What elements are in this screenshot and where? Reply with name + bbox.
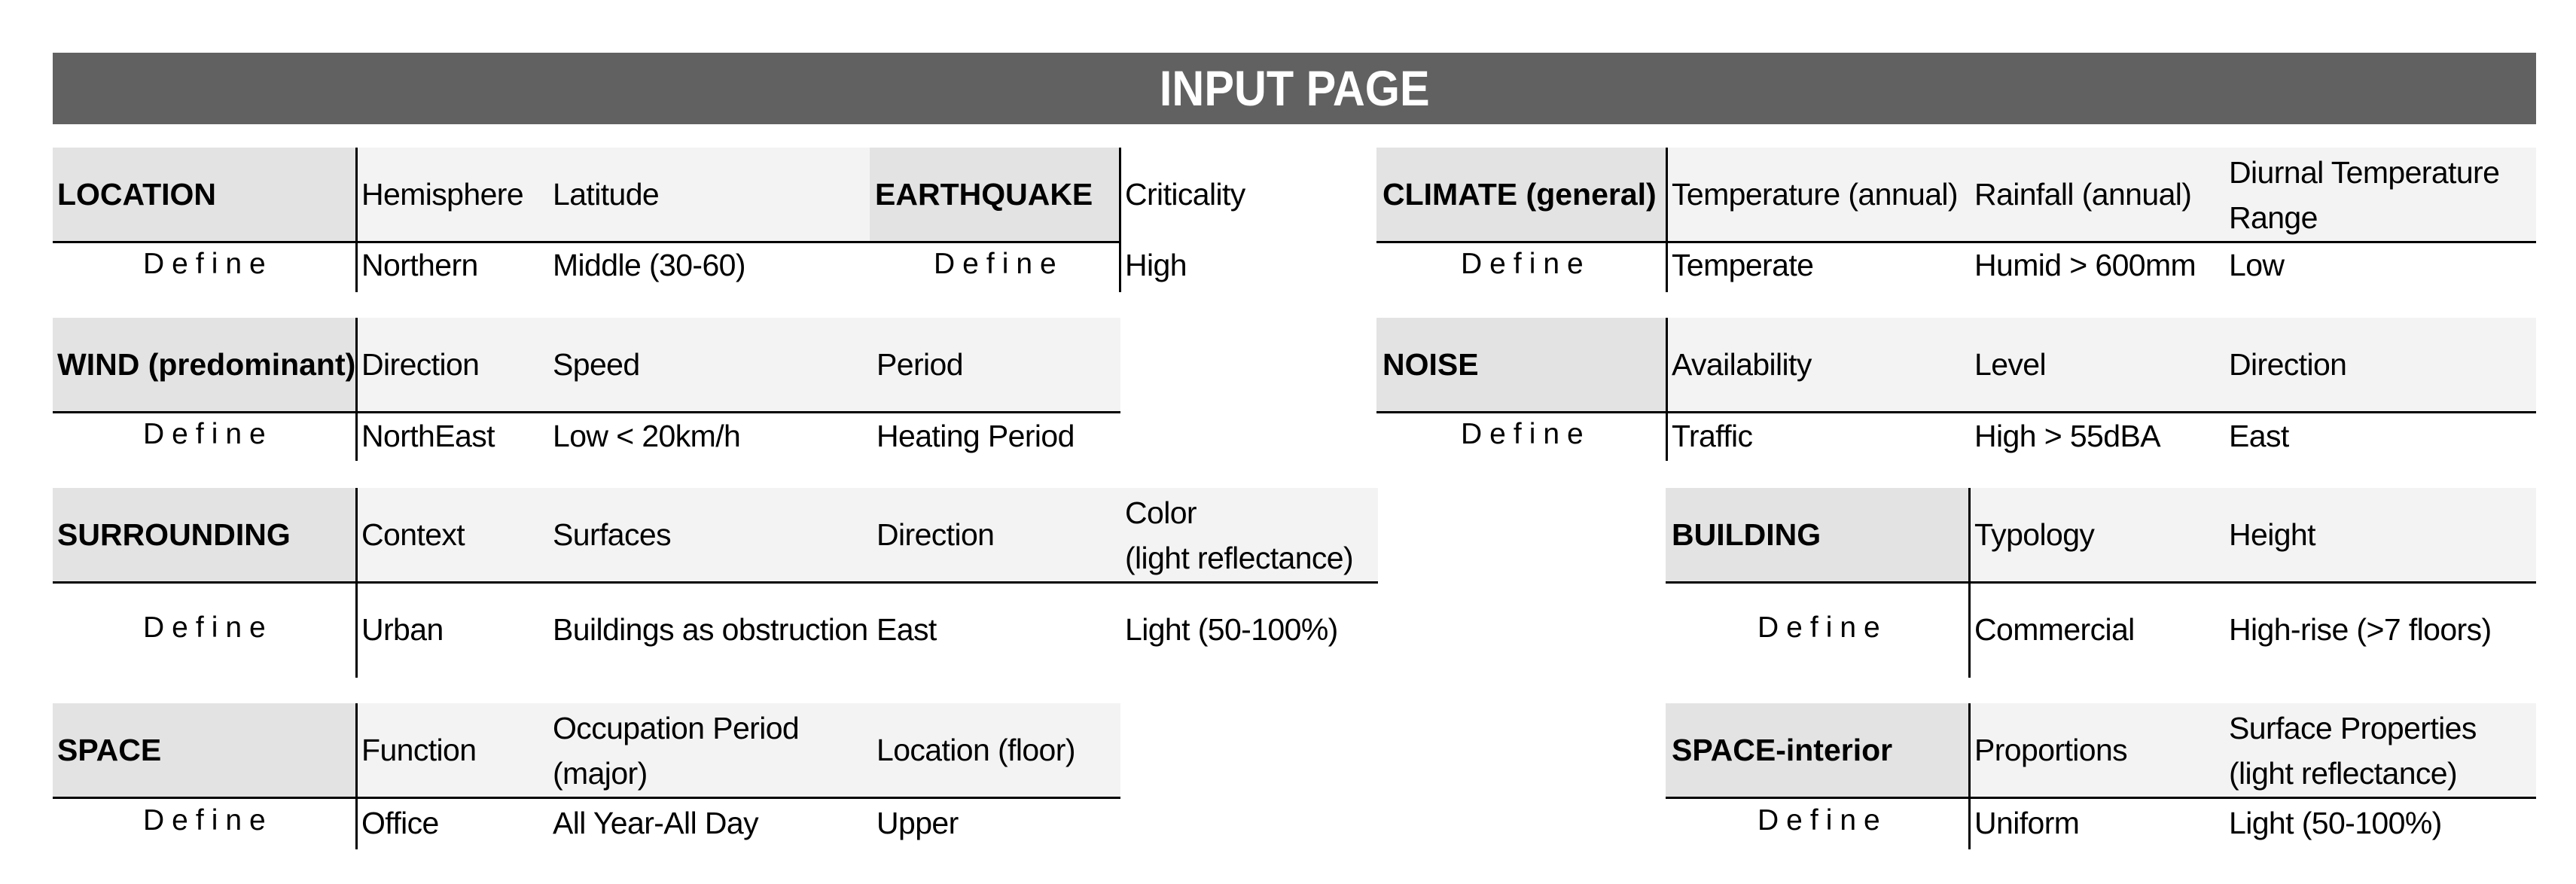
space-interior-define[interactable]: Define	[1757, 803, 1888, 837]
wind-divider	[355, 318, 358, 461]
climate-header-diurnal-line2: Range	[2229, 200, 2318, 236]
earthquake-define[interactable]: Define	[934, 247, 1064, 280]
space-header-occupation-line2: (major)	[553, 756, 648, 791]
building-define[interactable]: Define	[1757, 611, 1888, 644]
earthquake-value-criticality[interactable]: High	[1125, 248, 1187, 283]
space-value-occupation[interactable]: All Year-All Day	[553, 806, 758, 841]
space-header-location-floor: Location (floor)	[876, 733, 1075, 768]
space-interior-header-surface-line1: Surface Properties	[2229, 711, 2477, 746]
page-title: INPUT PAGE	[1159, 60, 1430, 116]
surrounding-header-direction: Direction	[876, 517, 995, 553]
space-define[interactable]: Define	[143, 803, 273, 837]
wind-value-period[interactable]: Heating Period	[876, 419, 1075, 454]
noise-header-band	[1376, 318, 2536, 413]
noise-value-level[interactable]: High > 55dBA	[1974, 419, 2160, 454]
wind-header-direction: Direction	[361, 347, 480, 383]
wind-header-period: Period	[876, 347, 963, 383]
location-divider	[355, 148, 358, 292]
earthquake-header-criticality: Criticality	[1125, 177, 1245, 212]
space-header-occupation-line1: Occupation Period	[553, 711, 800, 746]
location-header-hemisphere: Hemisphere	[361, 177, 524, 212]
space-interior-label: SPACE-interior	[1672, 733, 1893, 768]
climate-header-rainfall: Rainfall (annual)	[1974, 177, 2192, 212]
surrounding-define[interactable]: Define	[143, 611, 273, 644]
climate-value-temperature[interactable]: Temperate	[1672, 248, 1814, 283]
building-label: BUILDING	[1672, 517, 1821, 553]
space-value-location-floor[interactable]: Upper	[876, 806, 959, 841]
location-value-latitude[interactable]: Middle (30-60)	[553, 248, 745, 283]
noise-header-availability: Availability	[1672, 347, 1812, 383]
space-divider	[355, 703, 358, 849]
surrounding-value-direction[interactable]: East	[876, 612, 937, 648]
space-interior-value-surface[interactable]: Light (50-100%)	[2229, 806, 2442, 841]
noise-value-direction[interactable]: East	[2229, 419, 2289, 454]
location-value-hemisphere[interactable]: Northern	[361, 248, 478, 283]
noise-header-level: Level	[1974, 347, 2047, 383]
surrounding-value-color[interactable]: Light (50-100%)	[1125, 612, 1338, 648]
earthquake-divider	[1119, 148, 1121, 292]
space-value-function[interactable]: Office	[361, 806, 439, 841]
surrounding-value-context[interactable]: Urban	[361, 612, 444, 648]
climate-value-diurnal[interactable]: Low	[2229, 248, 2285, 283]
wind-value-speed[interactable]: Low < 20km/h	[553, 419, 741, 454]
space-label: SPACE	[57, 733, 162, 768]
building-header-height: Height	[2229, 517, 2315, 553]
climate-define[interactable]: Define	[1461, 247, 1591, 280]
wind-header-speed: Speed	[553, 347, 640, 383]
surrounding-header-surfaces: Surfaces	[553, 517, 671, 553]
surrounding-value-surfaces[interactable]: Buildings as obstruction	[553, 612, 868, 648]
climate-header-temperature: Temperature (annual)	[1672, 177, 1958, 212]
space-interior-divider	[1968, 703, 1971, 849]
surrounding-header-color-line2: (light reflectance)	[1125, 541, 1354, 576]
climate-label: CLIMATE (general)	[1383, 177, 1657, 212]
page-title-bar	[53, 53, 2536, 124]
space-interior-header-proportions: Proportions	[1974, 733, 2128, 768]
surrounding-divider	[355, 488, 358, 678]
space-header-function: Function	[361, 733, 477, 768]
noise-header-direction: Direction	[2229, 347, 2347, 383]
noise-divider	[1666, 318, 1668, 461]
surrounding-label: SURROUNDING	[57, 517, 291, 553]
building-header-typology: Typology	[1974, 517, 2095, 553]
wind-define[interactable]: Define	[143, 417, 273, 450]
climate-header-diurnal-line1: Diurnal Temperature	[2229, 155, 2500, 191]
noise-value-availability[interactable]: Traffic	[1672, 419, 1753, 454]
noise-define[interactable]: Define	[1461, 417, 1591, 450]
surrounding-header-context: Context	[361, 517, 465, 553]
location-header-latitude: Latitude	[553, 177, 660, 212]
wind-value-direction[interactable]: NorthEast	[361, 419, 495, 454]
earthquake-label: EARTHQUAKE	[875, 177, 1093, 212]
climate-divider	[1666, 148, 1668, 292]
surrounding-header-color-line1: Color	[1125, 495, 1197, 531]
building-divider	[1968, 488, 1971, 678]
building-value-height[interactable]: High-rise (>7 floors)	[2229, 612, 2492, 648]
location-label: LOCATION	[57, 177, 217, 212]
wind-label: WIND (predominant)	[57, 347, 356, 383]
building-value-typology[interactable]: Commercial	[1974, 612, 2135, 648]
space-interior-value-proportions[interactable]: Uniform	[1974, 806, 2080, 841]
noise-label: NOISE	[1383, 347, 1479, 383]
location-define[interactable]: Define	[143, 247, 273, 280]
climate-value-rainfall[interactable]: Humid > 600mm	[1974, 248, 2196, 283]
space-interior-header-surface-line2: (light reflectance)	[2229, 756, 2458, 791]
